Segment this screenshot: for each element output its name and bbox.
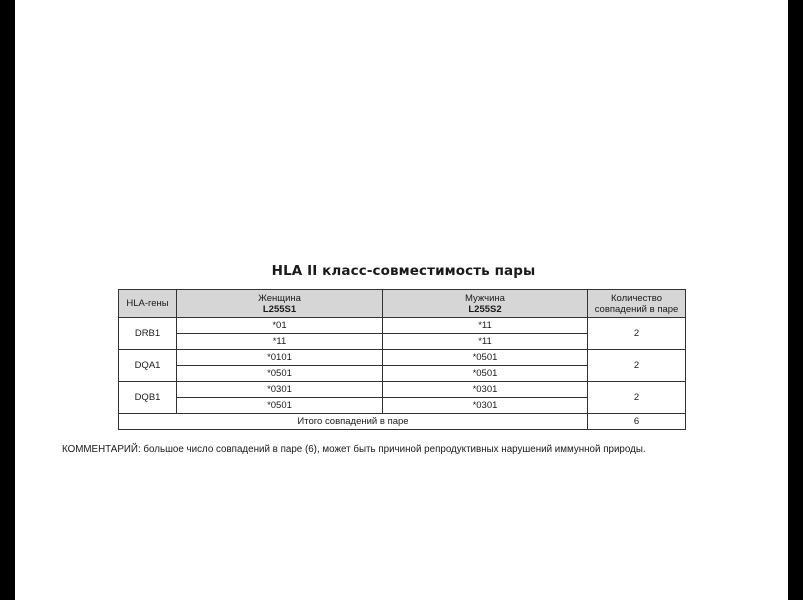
header-man-label: Мужчина xyxy=(465,292,505,304)
gene-cell: DQA1 xyxy=(119,350,177,382)
header-man xyxy=(383,290,588,318)
table-header-row xyxy=(119,290,686,318)
page-title: HLA II класс-совместимость пары xyxy=(271,263,536,279)
count-cell: 2 xyxy=(588,350,686,382)
header-woman-label: Женщина xyxy=(258,292,301,304)
total-row xyxy=(119,414,686,430)
total-label: Итого совпадений в паре xyxy=(119,414,588,430)
count-cell: 2 xyxy=(588,382,686,414)
woman-allele-cell: *0301 xyxy=(177,382,383,398)
total-value: 6 xyxy=(588,414,686,430)
window-edge xyxy=(788,0,803,600)
man-allele-cell: *0501 xyxy=(383,350,588,366)
woman-allele-cell: *0501 xyxy=(177,398,383,414)
man-allele-cell: *0501 xyxy=(383,366,588,382)
table-row xyxy=(119,382,686,398)
table-row xyxy=(119,350,686,366)
man-allele-cell: *11 xyxy=(383,334,588,350)
man-allele-cell: *0301 xyxy=(383,398,588,414)
woman-allele-cell: *11 xyxy=(177,334,383,350)
hla-compatibility-table xyxy=(118,289,686,430)
gene-cell: DQB1 xyxy=(119,382,177,414)
woman-allele-cell: *0501 xyxy=(177,366,383,382)
comment-text: КОММЕНТАРИЙ: большое число совпадений в паре (6), может быть причиной репродуктивных нарушений иммунной природы. xyxy=(62,444,646,455)
gene-cell: DRB1 xyxy=(119,318,177,350)
woman-allele-cell: *01 xyxy=(177,318,383,334)
header-genes: HLA-гены xyxy=(119,290,177,318)
document-page xyxy=(15,0,788,600)
man-allele-cell: *0301 xyxy=(383,382,588,398)
header-man-id: L255S2 xyxy=(468,303,502,315)
header-count: Количество совпадений в паре xyxy=(588,290,686,318)
count-cell: 2 xyxy=(588,318,686,350)
man-allele-cell: *11 xyxy=(383,318,588,334)
header-woman xyxy=(177,290,383,318)
header-woman-id: L255S1 xyxy=(262,303,297,315)
woman-allele-cell: *0101 xyxy=(177,350,383,366)
table-row xyxy=(119,318,686,334)
